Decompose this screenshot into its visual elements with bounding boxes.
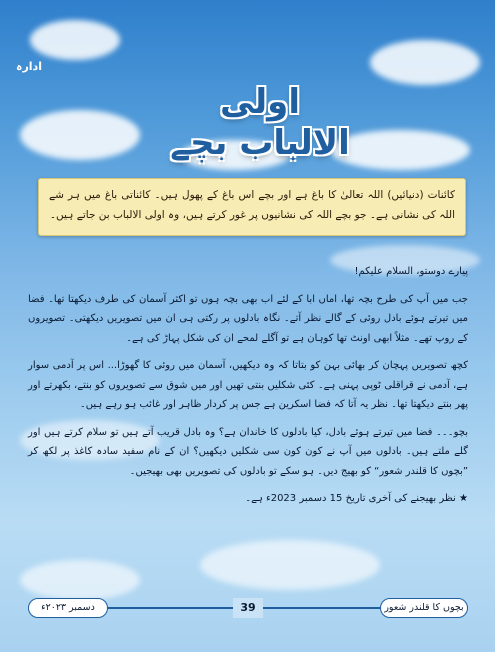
intro-box [38,178,466,236]
paragraph: بچو۔۔۔ فضا میں تیرتے ہوئے بادل، کیا بادلوں کا خاندان ہے؟ وہ بادل قریب آتے ہیں تو سلام کرتے ہیں اور گلے ملتے ہیں۔ بادلوں میں آپ نے کون کون سی شکلیں دیکھیں؟ ان کے نام سفید سادہ کاغذ پر لکھ کر ”بچوں کا قلندر شعور“ کو بھیج دیں۔ ہو سکے تو بادلوں کی تصویریں بھی بھیجیں۔ [28,426,468,477]
greeting: پیارے دوستو، السلام علیکم! [354,266,468,277]
cloud-decoration [30,20,120,60]
page-number: 39 [233,598,263,618]
section-label: ادارہ [16,60,42,73]
cloud-decoration [20,110,140,160]
paragraph: جب میں آپ کی طرح بچہ تھا، اماں ابا کے لئے اب بھی بچہ ہوں تو اکثر آسمان کی طرف دیکھتا تھا۔ فضا میں تیرتے ہوئے بادل روئی کے گالے نظر آتے۔ نگاہ بادلوں پر رکتی ہی ان میں تصویریں دیکھتی۔ تصویروں کے روپ تھے۔ مثلاً ابھی اونٹ تھا کوہان ہے تو آگلے لمحے ان کی شکل پہاڑ کی ہے۔ [28,293,468,344]
page-title: اولی الالباب بچے [170,82,350,163]
article-body [28,262,468,511]
magazine-name: بچوں کا قلندر شعور [380,598,468,618]
issue-date: دسمبر ۲۰۲۳ء [28,598,108,618]
page-footer [28,596,468,620]
paragraph: کچھ تصویریں پہچان کر بھائی بہن کو بتاتا کہ وہ دیکھیں، آسمان میں روئی کا گھوڑا... اس پر آدمی سوار ہے، آدمی نے قراقلی ٹوپی پہنی ہے۔ کئی شکلیں بنتی تھیں اور میں شوق سے تصویروں کو بنتے، بکھرتے اور پھر بنتے دیکھتا تھا۔ نظر یہ آتا کہ فضا اسکرین ہے جس پر کردار ظاہر اور غائب ہو رہے ہیں۔ [28,360,468,410]
cloud-decoration [20,560,140,600]
deadline-note: ★ نظر بھیجنے کی آخری تاریخ 15 دسمبر 2023ء ہے۔ [245,493,468,504]
cloud-decoration [370,40,480,85]
intro-text: کائنات (دنیائیں) اللہ تعالیٰ کا باغ ہے اور بچے اس باغ کے پھول ہیں۔ کائناتی باغ میں ہر شے اللہ کی نشانی ہے۔ جو بچے اللہ کی نشانیوں پر غور کرتے ہیں، وہ اولی الالباب بن جاتے ہیں۔ [49,189,455,221]
cloud-decoration [200,540,380,590]
